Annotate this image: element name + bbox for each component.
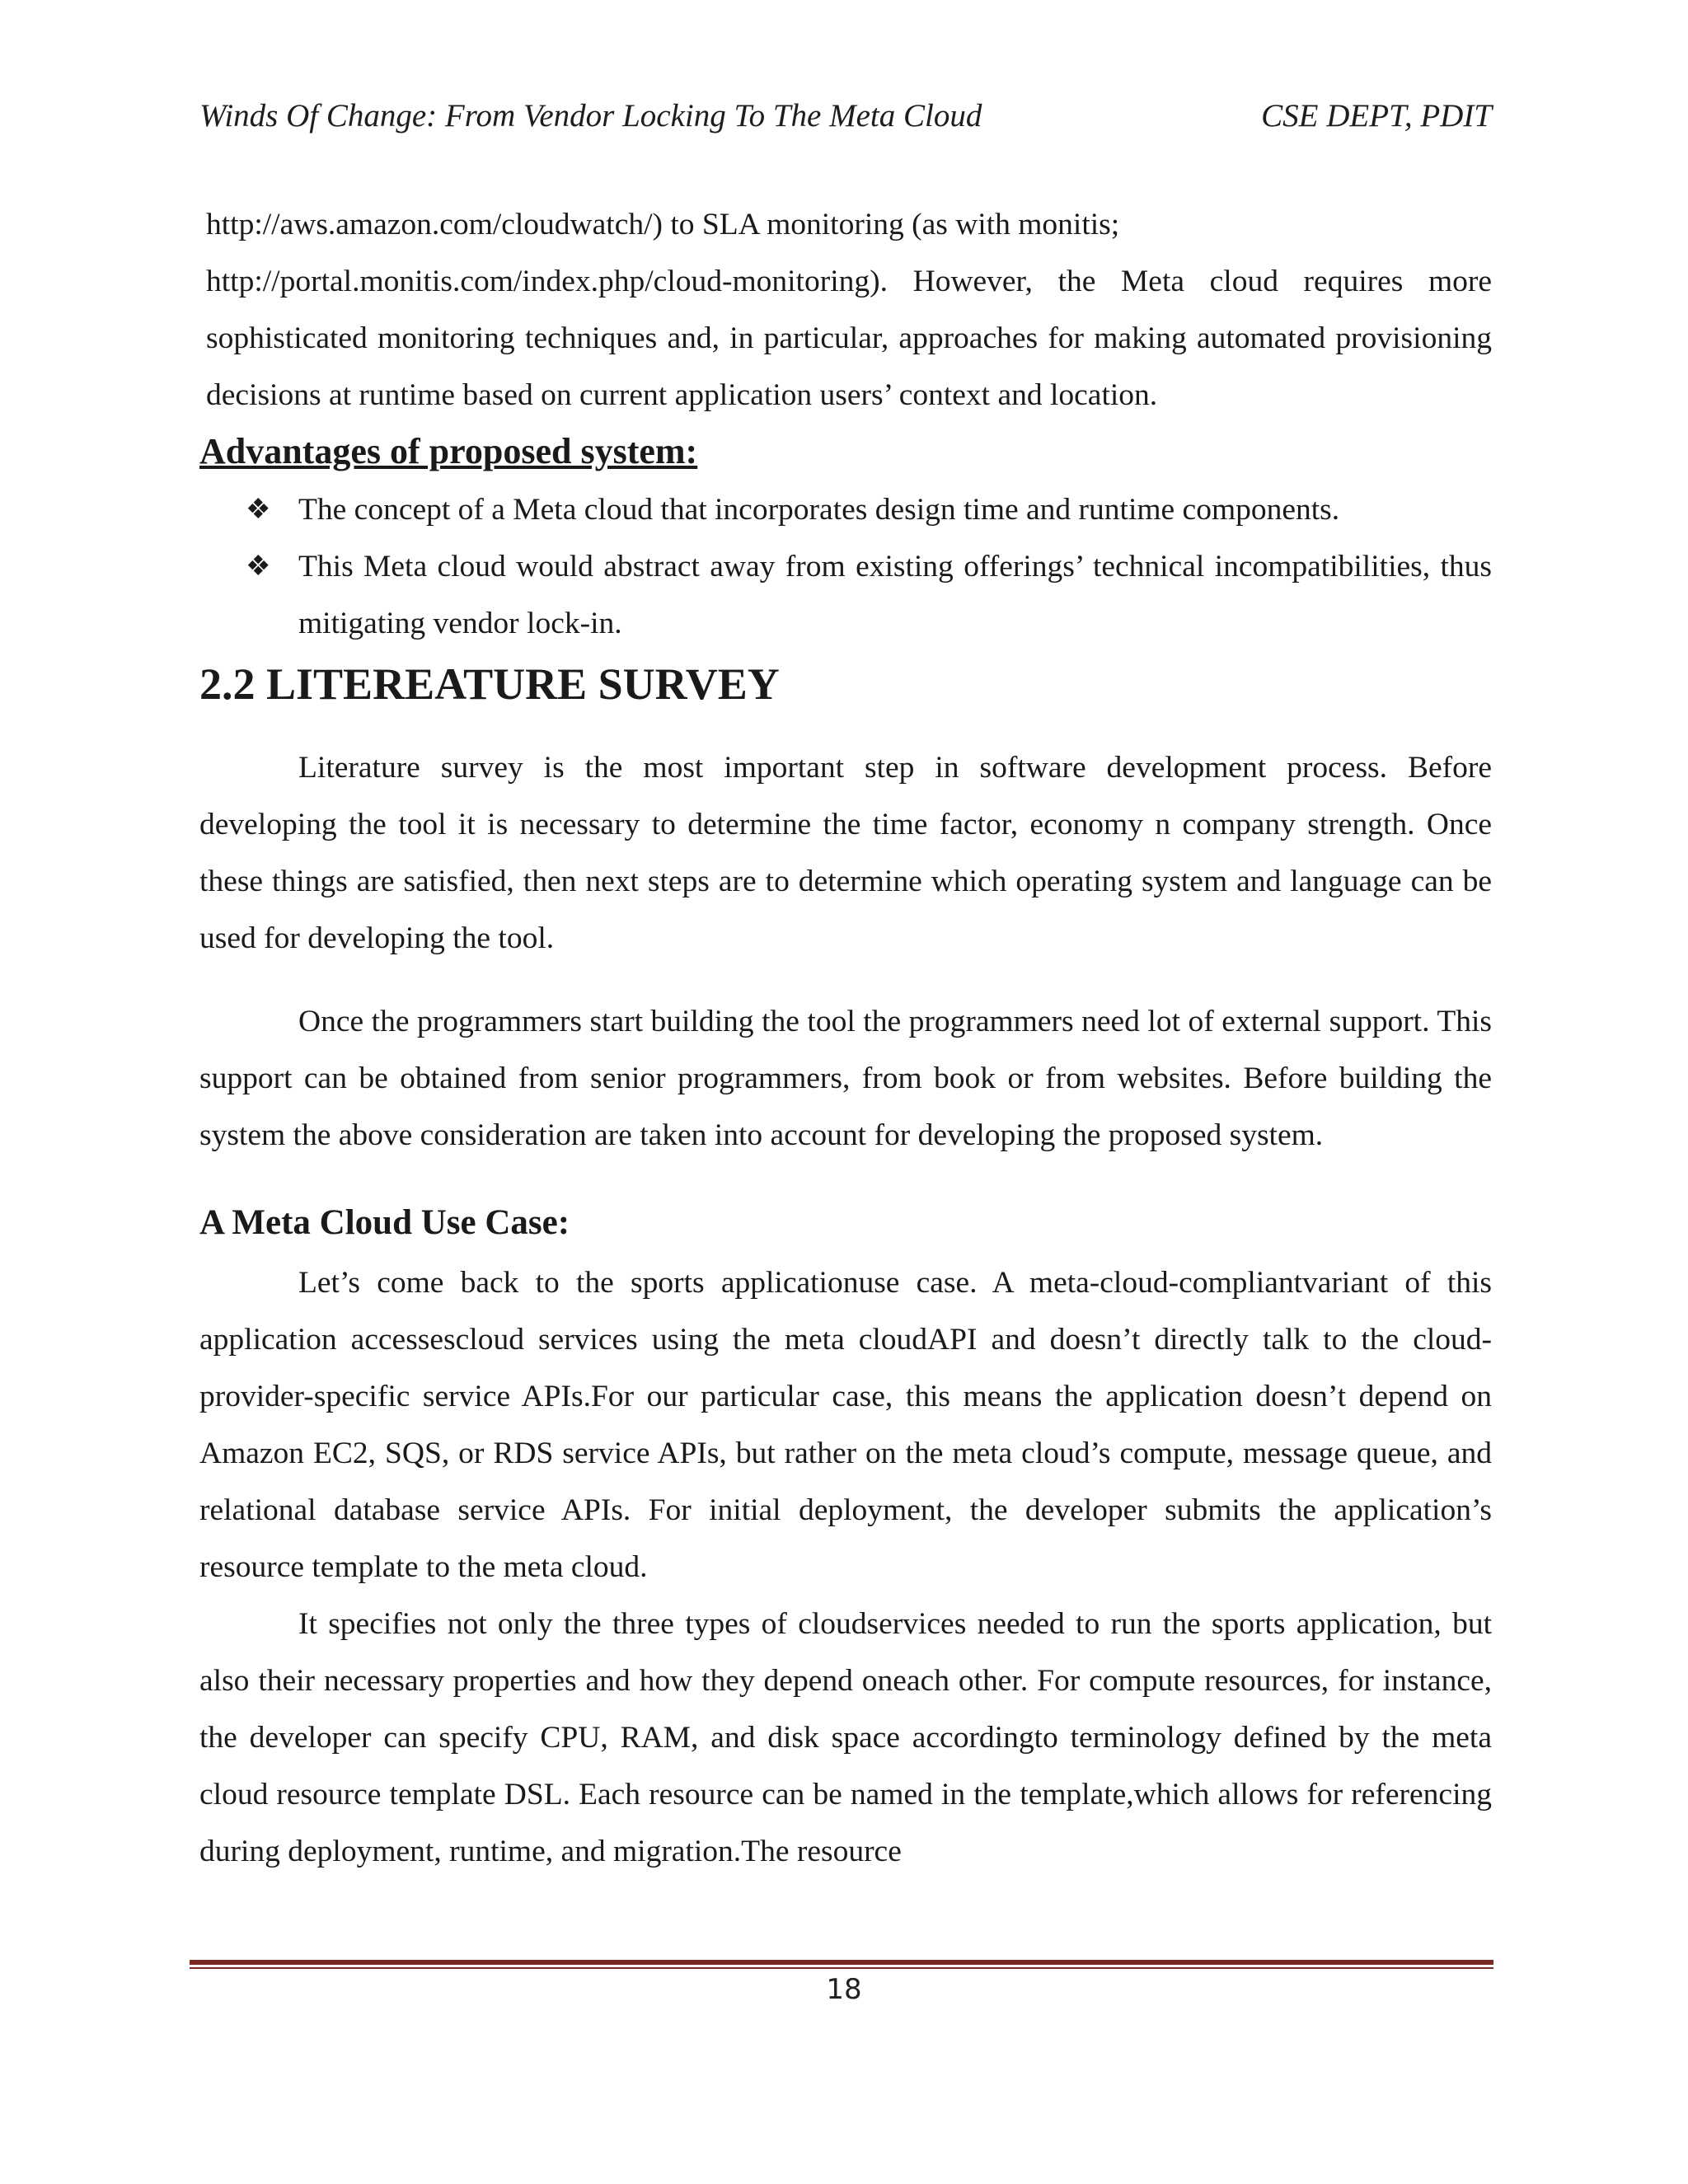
diamond-bullet-icon: ❖: [246, 494, 271, 525]
page-body: [199, 196, 1492, 1880]
literature-paragraph: Once the programmers start building the tool the programmers need lot of external support. This support can be obtained from senior programmers, from book or from websites. Before building the system the above consideration are taken into account for developing the proposed system.: [199, 1005, 1492, 1152]
intro-paragraph: http://portal.monitis.com/index.php/cloud-monitoring). However, the Meta cloud requires more sophisticated monitoring techniques and, in particular, approaches for making automated provisioning decisions at runtime based on current application users’ context and location.: [206, 265, 1492, 412]
footer-rule-thick: [190, 1960, 1493, 1965]
advantage-item: [199, 481, 1492, 538]
advantages-heading: Advantages of proposed system:: [199, 431, 698, 471]
advantages-list: [199, 481, 1492, 652]
footer-rule-thin: [190, 1967, 1493, 1969]
header-title: Winds Of Change: From Vendor Locking To The Meta Cloud: [199, 98, 982, 134]
diamond-bullet-icon: ❖: [246, 551, 271, 582]
running-header: [199, 97, 1492, 134]
footer-divider: [190, 1960, 1493, 1969]
advantage-text: This Meta cloud would abstract away from existing offerings’ technical incompatibilities, thus mitigating vendor lock-in.: [298, 550, 1492, 640]
advantage-text: The concept of a Meta cloud that incorporates design time and runtime components.: [298, 493, 1340, 527]
advantage-item: [199, 538, 1492, 652]
use-case-heading: A Meta Cloud Use Case:: [199, 1203, 570, 1242]
header-dept: CSE DEPT, PDIT: [1261, 98, 1492, 134]
use-case-paragraph: Let’s come back to the sports applicationuse case. A meta-cloud-compliantvariant of this application accessescloud services using the meta cloudAPI and doesn’t directly talk to the cloud-provider-specific service APIs.For our particular case, this means the application doesn’t depend on Amazon EC2, SQS, or RDS service APIs, but rather on the meta cloud’s compute, message queue, and relational database service APIs. For initial deployment, the developer submits the application’s resource template to the meta cloud.: [199, 1266, 1492, 1584]
literature-survey-heading: 2.2 LITEREATURE SURVEY: [199, 659, 780, 709]
intro-url-line: http://aws.amazon.com/cloudwatch/) to SLA monitoring (as with monitis;: [206, 208, 1120, 241]
use-case-paragraph: It specifies not only the three types of cloudservices needed to run the sports application, but also their necessary properties and how they depend oneach other. For compute resources, for instance, the developer can specify CPU, RAM, and disk space accordingto terminology defined by the meta cloud resource template DSL. Each resource can be named in the template,which allows for referencing during deployment, runtime, and migration.The resource: [199, 1607, 1492, 1868]
page-number: 18: [826, 1973, 862, 2006]
literature-paragraph: Literature survey is the most important step in software development process. Before developing the tool it is necessary to determine the time factor, economy n company strength. Once these things are satisfied, then next steps are to determine which operating system and language can be used for developing the tool.: [199, 751, 1492, 955]
